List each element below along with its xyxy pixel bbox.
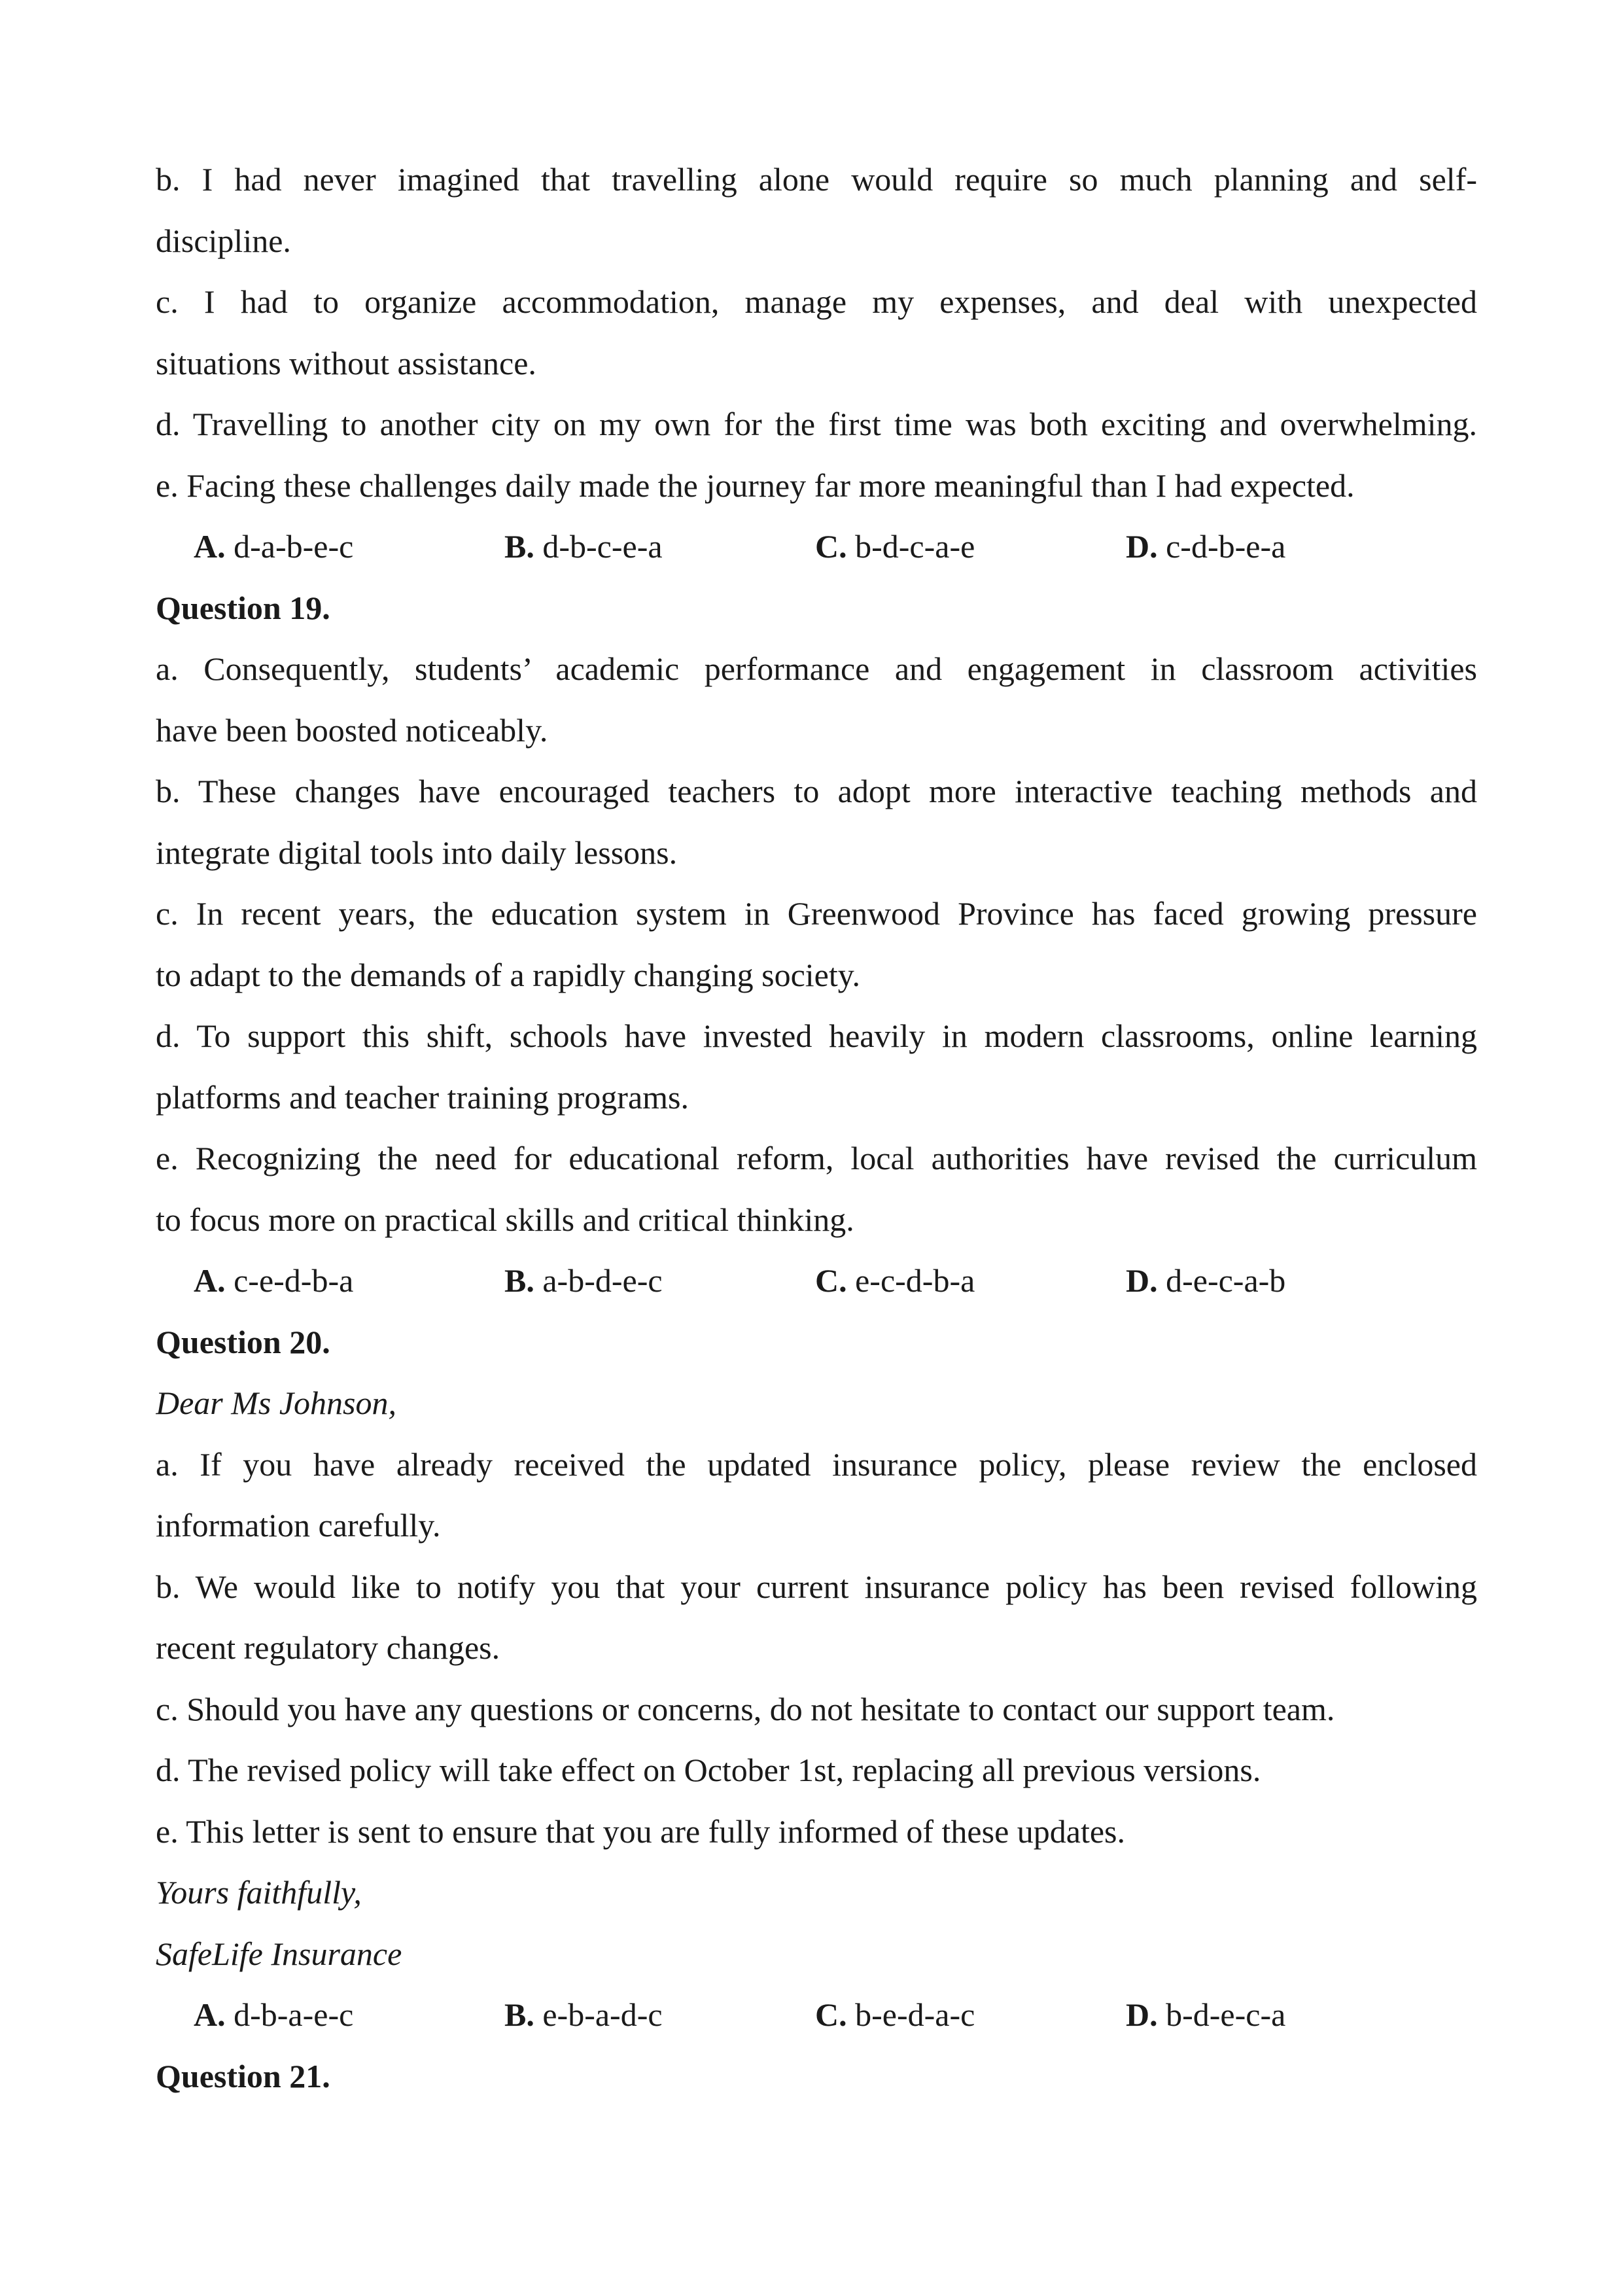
- q20-greeting: Dear Ms Johnson,: [156, 1385, 397, 1421]
- option-text: b-d-c-a-e: [846, 528, 975, 565]
- option-text: e-b-a-d-c: [534, 1996, 663, 2033]
- option-text: e-c-d-b-a: [846, 1262, 975, 1299]
- option-text: a-b-d-e-c: [534, 1262, 663, 1299]
- q21-block: [156, 2046, 1477, 2108]
- q19-sentence-a-line1: a. Consequently, students’ academic performance and engagement in classroom activities: [156, 650, 1477, 687]
- q19-sentence-b-line2: integrate digital tools into daily lessons.: [156, 834, 678, 871]
- q19-option-a[interactable]: [194, 1250, 353, 1312]
- q20-sentence-c: c. Should you have any questions or concerns, do not hesitate to contact our support team.: [156, 1690, 1335, 1727]
- q19-block: [156, 578, 1477, 1312]
- q20-sentence-a-line2: information carefully.: [156, 1507, 441, 1544]
- option-letter: B.: [504, 528, 534, 565]
- option-letter: D.: [1126, 1262, 1158, 1299]
- option-letter: D.: [1126, 1996, 1158, 2033]
- q18-option-b[interactable]: [504, 516, 663, 578]
- q20-options: [156, 1985, 1477, 2046]
- q19-title: Question 19.: [156, 589, 330, 626]
- option-text: d-b-a-e-c: [225, 1996, 354, 2033]
- q20-signature: SafeLife Insurance: [156, 1935, 402, 1972]
- q20-block: [156, 1312, 1477, 2046]
- option-text: d-a-b-e-c: [225, 528, 354, 565]
- q20-sentence-b-line1: b. We would like to notify you that your current insurance policy has been revised following: [156, 1568, 1477, 1605]
- q20-closing: Yours faithfully,: [156, 1874, 362, 1911]
- q18-sentence-c-line1: c. I had to organize accommodation, manage my expenses, and deal with unexpected: [156, 283, 1477, 320]
- q18-sentence-c-line2: situations without assistance.: [156, 344, 536, 381]
- q18-sentence-b-line2: discipline.: [156, 222, 291, 259]
- q19-sentence-a-line2: have been boosted noticeably.: [156, 711, 548, 749]
- q19-sentence-e-line1: e. Recognizing the need for educational reform, local authorities have revised the curriculum: [156, 1140, 1477, 1176]
- q18-block: [156, 149, 1477, 578]
- option-letter: C.: [815, 1996, 847, 2033]
- q19-option-b[interactable]: [504, 1250, 663, 1312]
- q19-sentence-d-line1: d. To support this shift, schools have invested heavily in modern classrooms, online learning: [156, 1017, 1477, 1054]
- q19-option-d[interactable]: [1126, 1250, 1285, 1312]
- q20-option-c[interactable]: [815, 1985, 975, 2046]
- q20-option-a[interactable]: [194, 1985, 353, 2046]
- option-letter: A.: [194, 1996, 226, 2033]
- q18-sentence-e: e. Facing these challenges daily made the journey far more meaningful than I had expected.: [156, 467, 1355, 504]
- option-letter: A.: [194, 528, 226, 565]
- option-text: d-e-c-a-b: [1157, 1262, 1286, 1299]
- option-letter: C.: [815, 1262, 847, 1299]
- q21-title: Question 21.: [156, 2057, 330, 2094]
- q18-option-c[interactable]: [815, 516, 975, 578]
- option-text: d-b-c-e-a: [534, 528, 663, 565]
- q19-option-c[interactable]: [815, 1250, 975, 1312]
- q20-sentence-b-line2: recent regulatory changes.: [156, 1629, 500, 1666]
- document-page: [156, 149, 1477, 2107]
- q18-sentence-d: d. Travelling to another city on my own for the first time was both exciting and overwhelming.: [156, 406, 1477, 442]
- option-text: c-e-d-b-a: [225, 1262, 354, 1299]
- option-letter: B.: [504, 1262, 534, 1299]
- q18-option-a[interactable]: [194, 516, 353, 578]
- q19-sentence-c-line2: to adapt to the demands of a rapidly changing society.: [156, 956, 861, 993]
- q20-title: Question 20.: [156, 1323, 330, 1360]
- q20-option-b[interactable]: [504, 1985, 663, 2046]
- q19-sentence-b-line1: b. These changes have encouraged teachers to adopt more interactive teaching methods and: [156, 773, 1477, 809]
- option-letter: A.: [194, 1262, 226, 1299]
- q20-sentence-e: e. This letter is sent to ensure that you are fully informed of these updates.: [156, 1812, 1126, 1850]
- q18-sentence-b-line1: b. I had never imagined that travelling alone would require so much planning and self-: [156, 161, 1477, 198]
- q20-sentence-a-line1: a. If you have already received the updated insurance policy, please review the enclosed: [156, 1445, 1477, 1483]
- q19-sentence-c-line1: c. In recent years, the education system in Greenwood Province has faced growing pressure: [156, 895, 1477, 932]
- option-letter: B.: [504, 1996, 534, 2033]
- option-letter: C.: [815, 528, 847, 565]
- option-text: b-e-d-a-c: [846, 1996, 975, 2033]
- q18-option-d[interactable]: [1126, 516, 1285, 578]
- q19-sentence-e-line2: to focus more on practical skills and critical thinking.: [156, 1201, 854, 1238]
- q18-options: [156, 516, 1477, 578]
- option-text: b-d-e-c-a: [1157, 1996, 1286, 2033]
- q19-sentence-d-line2: platforms and teacher training programs.: [156, 1078, 689, 1116]
- q20-option-d[interactable]: [1126, 1985, 1285, 2046]
- option-letter: D.: [1126, 528, 1158, 565]
- q20-sentence-d: d. The revised policy will take effect on October 1st, replacing all previous versions.: [156, 1752, 1261, 1788]
- q19-options: [156, 1250, 1477, 1312]
- option-text: c-d-b-e-a: [1157, 528, 1286, 565]
